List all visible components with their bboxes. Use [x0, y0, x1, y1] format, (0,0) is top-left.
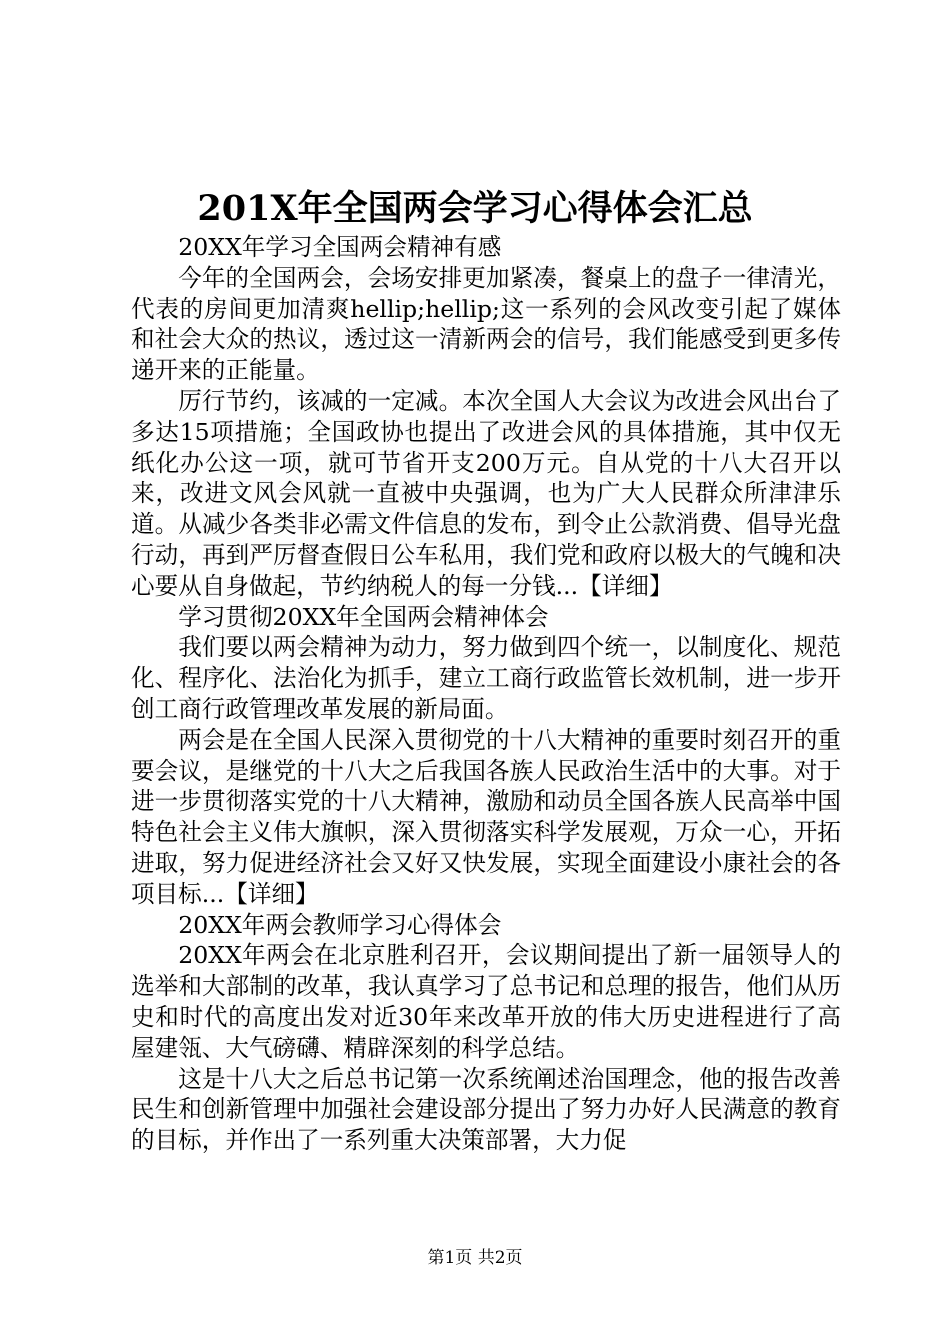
document-body	[131, 232, 841, 1156]
paragraph: 这是十八大之后总书记第一次系统阐述治国理念，他的报告改善民生和创新管理中加强社会建设部分提出了努力办好人民满意的教育的目标，并作出了一系列重大决策部署，大力促	[131, 1064, 841, 1155]
paragraph: 今年的全国两会，会场安排更加紧凑，餐桌上的盘子一律清光，代表的房间更加清爽hellip;hellip;这一系列的会风改变引起了媒体和社会大众的热议，透过这一清新两会的信号，我们能感受到更多传递开来的正能量。	[131, 263, 841, 385]
document-title: 201X年全国两会学习心得体会汇总	[197, 188, 753, 229]
page-footer: 第1页 共2页	[427, 1248, 523, 1268]
section-heading-2: 学习贯彻20XX年全国两会精神体会	[178, 602, 549, 631]
paragraph: 厉行节约，该减的一定减。本次全国人大会议为改进会风出台了多达15项措施；全国政协也提出了改进会风的具体措施，其中仅无纸化办公这一项，就可节省开支200万元。自从党的十八大召开以来，改进文风会风就一直被中央强调，也为广大人民群众所津津乐道。从减少各类非必需文件信息的发布，到令止公款消费、倡导光盘行动，再到严厉督查假日公车私用，我们党和政府以极大的气魄和决心要从自身做起，节约纳税人的每一分钱...【详细】	[131, 386, 841, 600]
paragraph: 20XX年两会在北京胜利召开，会议期间提出了新一届领导人的选举和大部制的改革，我认真学习了总书记和总理的报告，他们从历史和时代的高度出发对近30年来改革开放的伟大历史进程进行了高屋建瓴、大气磅礴、精辟深刻的科学总结。	[131, 941, 841, 1062]
paragraph: 我们要以两会精神为动力，努力做到四个统一，以制度化、规范化、程序化、法治化为抓手，建立工商行政监管长效机制，进一步开创工商行政管理改革发展的新局面。	[131, 633, 841, 723]
section-heading-1: 20XX年学习全国两会精神有感	[178, 233, 502, 261]
section-heading-3: 20XX年两会教师学习心得体会	[178, 910, 502, 939]
paragraph: 两会是在全国人民深入贯彻党的十八大精神的重要时刻召开的重要会议，是继党的十八大之后我国各族人民政治生活中的大事。对于进一步贯彻落实党的十八大精神，激励和动员全国各族人民高举中国特色社会主义伟大旗帜，深入贯彻落实科学发展观，万众一心，开拓进取，努力促进经济社会又好又快发展，实现全面建设小康社会的各项目标...【详细】	[131, 725, 841, 908]
